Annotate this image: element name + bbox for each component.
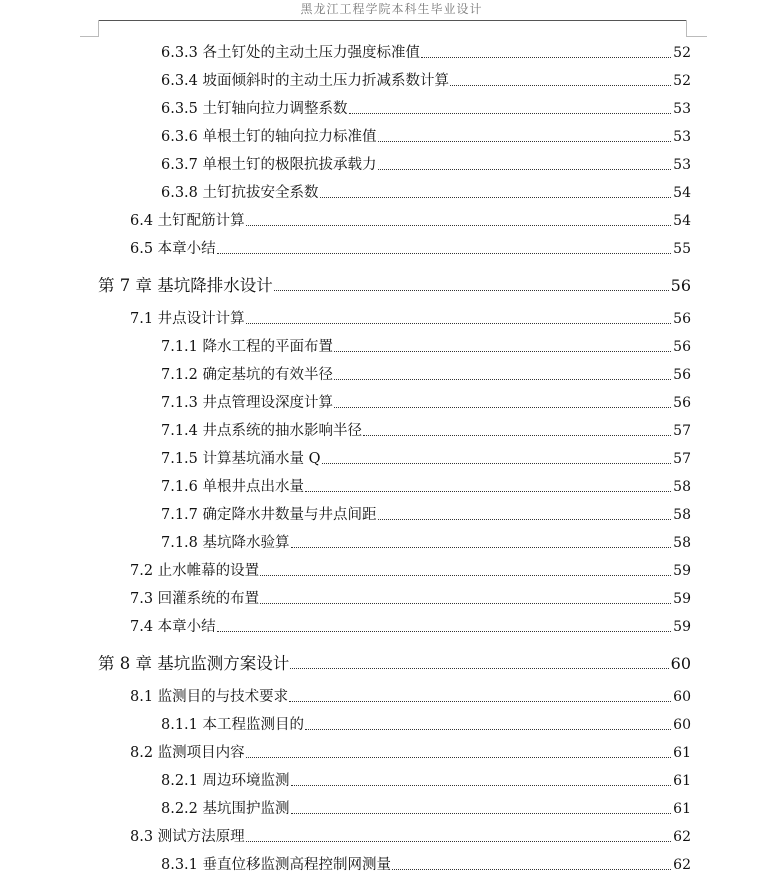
toc-dot-leader (305, 729, 671, 730)
toc-entry-label: 8.2.2 基坑围护监测 (161, 801, 290, 817)
toc-entry[interactable] (161, 362, 691, 384)
toc-dot-leader (260, 575, 671, 576)
toc-dot-leader (274, 290, 669, 291)
toc-entry-label: 第 8 章 基坑监测方案设计 (98, 654, 290, 673)
toc-entry[interactable] (161, 796, 691, 818)
toc-page-number: 60 (673, 689, 691, 705)
toc-page-number: 59 (673, 563, 691, 579)
header-title: 黑龙江工程学院本科生毕业设计 (300, 2, 483, 16)
toc-entry[interactable] (161, 68, 691, 90)
toc-entry-label: 7.1.5 计算基坑涌水量 Q (161, 451, 321, 467)
toc-dot-leader (291, 813, 672, 814)
toc-entry[interactable] (161, 334, 691, 356)
toc-page-number: 52 (673, 45, 691, 61)
toc-entry[interactable] (161, 418, 691, 440)
toc-dot-leader (246, 323, 672, 324)
toc-entry[interactable] (161, 530, 691, 552)
toc-entry-label: 6.3.4 坡面倾斜时的主动土压力折减系数计算 (161, 73, 450, 89)
toc-dot-leader (322, 463, 672, 464)
toc-entry-label: 第 7 章 基坑降排水设计 (98, 276, 273, 295)
toc-page-number: 54 (673, 185, 691, 201)
toc-chapter-entry[interactable] (98, 271, 691, 295)
toc-entry-label: 7.1.7 确定降水井数量与井点间距 (161, 507, 377, 523)
toc-entry[interactable] (161, 40, 691, 62)
toc-dot-leader (363, 435, 671, 436)
toc-dot-leader (320, 197, 672, 198)
toc-entry[interactable] (161, 474, 691, 496)
toc-entry[interactable] (161, 446, 691, 468)
toc-entry[interactable] (130, 586, 691, 608)
toc-entry[interactable] (161, 712, 691, 734)
header-rule (98, 20, 686, 21)
toc-page-number: 56 (670, 276, 691, 295)
toc-entry-label: 7.1.1 降水工程的平面布置 (161, 339, 334, 355)
toc-page-number: 56 (673, 367, 691, 383)
toc-entry-label: 6.4 土钉配筋计算 (130, 213, 245, 229)
page-header (0, 0, 783, 30)
toc-entry-label: 8.2.1 周边环境监测 (161, 773, 290, 789)
toc-page-number: 59 (673, 619, 691, 635)
toc-entry-label: 6.3.5 土钉轴向拉力调整系数 (161, 101, 348, 117)
toc-entry-label: 6.3.7 单根土钉的极限抗拔承载力 (161, 157, 377, 173)
toc-page-number: 54 (673, 213, 691, 229)
toc-entry[interactable] (161, 502, 691, 524)
toc-page-number: 59 (673, 591, 691, 607)
toc-entry-label: 8.2 监测项目内容 (130, 745, 245, 761)
toc-entry-label: 8.1.1 本工程监测目的 (161, 717, 305, 733)
toc-entry[interactable] (161, 124, 691, 146)
toc-entry[interactable] (161, 96, 691, 118)
toc-entry-label: 8.3 测试方法原理 (130, 829, 245, 845)
toc-entry[interactable] (130, 684, 691, 706)
toc-entry[interactable] (130, 558, 691, 580)
toc-dot-leader (289, 701, 671, 702)
toc-dot-leader (421, 57, 671, 58)
toc-entry-label: 8.1 监测目的与技术要求 (130, 689, 289, 705)
toc-entry-label: 6.3.8 土钉抗拔安全系数 (161, 185, 319, 201)
toc-page-number: 62 (673, 857, 691, 873)
toc-dot-leader (246, 225, 672, 226)
toc-entry[interactable] (130, 824, 691, 846)
toc-entry-label: 6.5 本章小结 (130, 241, 216, 257)
toc-dot-leader (378, 141, 672, 142)
toc-dot-leader (246, 757, 672, 758)
toc-page-number: 60 (670, 654, 691, 673)
toc-dot-leader (291, 785, 672, 786)
toc-page-number: 61 (673, 773, 691, 789)
toc-dot-leader (349, 113, 672, 114)
toc-entry[interactable] (161, 852, 691, 874)
toc-page-number: 62 (673, 829, 691, 845)
toc-entry-label: 7.1.2 确定基坑的有效半径 (161, 367, 334, 383)
toc-dot-leader (217, 253, 672, 254)
toc-entry[interactable] (130, 208, 691, 230)
toc-entry-label: 7.2 止水帷幕的设置 (130, 563, 260, 579)
toc-entry-label: 8.3.1 垂直位移监测高程控制网测量 (161, 857, 392, 873)
toc-entry[interactable] (161, 152, 691, 174)
toc-page-number: 53 (673, 101, 691, 117)
toc-page-number: 61 (673, 801, 691, 817)
toc-page-number: 58 (673, 507, 691, 523)
toc-dot-leader (291, 547, 672, 548)
toc-entry-label: 7.1.8 基坑降水验算 (161, 535, 290, 551)
toc-page-number: 52 (673, 73, 691, 89)
crop-mark-left (80, 20, 99, 37)
toc-entry[interactable] (130, 614, 691, 636)
toc-entry[interactable] (161, 180, 691, 202)
toc-page-number: 57 (673, 423, 691, 439)
toc-entry-label: 7.4 本章小结 (130, 619, 216, 635)
toc-dot-leader (246, 841, 672, 842)
toc-entry-label: 7.1.3 井点管理设深度计算 (161, 395, 334, 411)
toc-page-number: 57 (673, 451, 691, 467)
toc-page-number: 60 (673, 717, 691, 733)
toc-dot-leader (334, 379, 671, 380)
toc-dot-leader (334, 407, 671, 408)
toc-dot-leader (305, 491, 671, 492)
toc-entry[interactable] (130, 306, 691, 328)
toc-page-number: 61 (673, 745, 691, 761)
toc-entry-label: 7.1.4 井点系统的抽水影响半径 (161, 423, 363, 439)
toc-page-number: 58 (673, 535, 691, 551)
toc-entry[interactable] (130, 740, 691, 762)
toc-entry-label: 7.1 井点设计计算 (130, 311, 245, 327)
crop-mark-right (686, 20, 707, 37)
toc-dot-leader (217, 631, 672, 632)
toc-entry-label: 6.3.3 各土钉处的主动土压力强度标准值 (161, 45, 421, 61)
toc-entry-label: 7.3 回灌系统的布置 (130, 591, 260, 607)
toc-page-number: 53 (673, 129, 691, 145)
toc-page-number: 56 (673, 395, 691, 411)
toc-page-number: 55 (673, 241, 691, 257)
toc-entry[interactable] (161, 390, 691, 412)
toc-dot-leader (378, 169, 672, 170)
toc-entry-label: 6.3.6 单根土钉的轴向拉力标准值 (161, 129, 377, 145)
toc-entry[interactable] (161, 768, 691, 790)
toc-dot-leader (260, 603, 671, 604)
toc-dot-leader (392, 869, 671, 870)
toc-dot-leader (334, 351, 671, 352)
toc-dot-leader (378, 519, 672, 520)
toc-entry-label: 7.1.6 单根井点出水量 (161, 479, 305, 495)
toc-dot-leader (290, 668, 668, 669)
toc-page-number: 56 (673, 311, 691, 327)
toc-chapter-entry[interactable] (98, 649, 691, 673)
toc-page-number: 58 (673, 479, 691, 495)
toc-entry[interactable] (130, 236, 691, 258)
toc-page-number: 53 (673, 157, 691, 173)
toc-dot-leader (450, 85, 671, 86)
toc-page-number: 56 (673, 339, 691, 355)
